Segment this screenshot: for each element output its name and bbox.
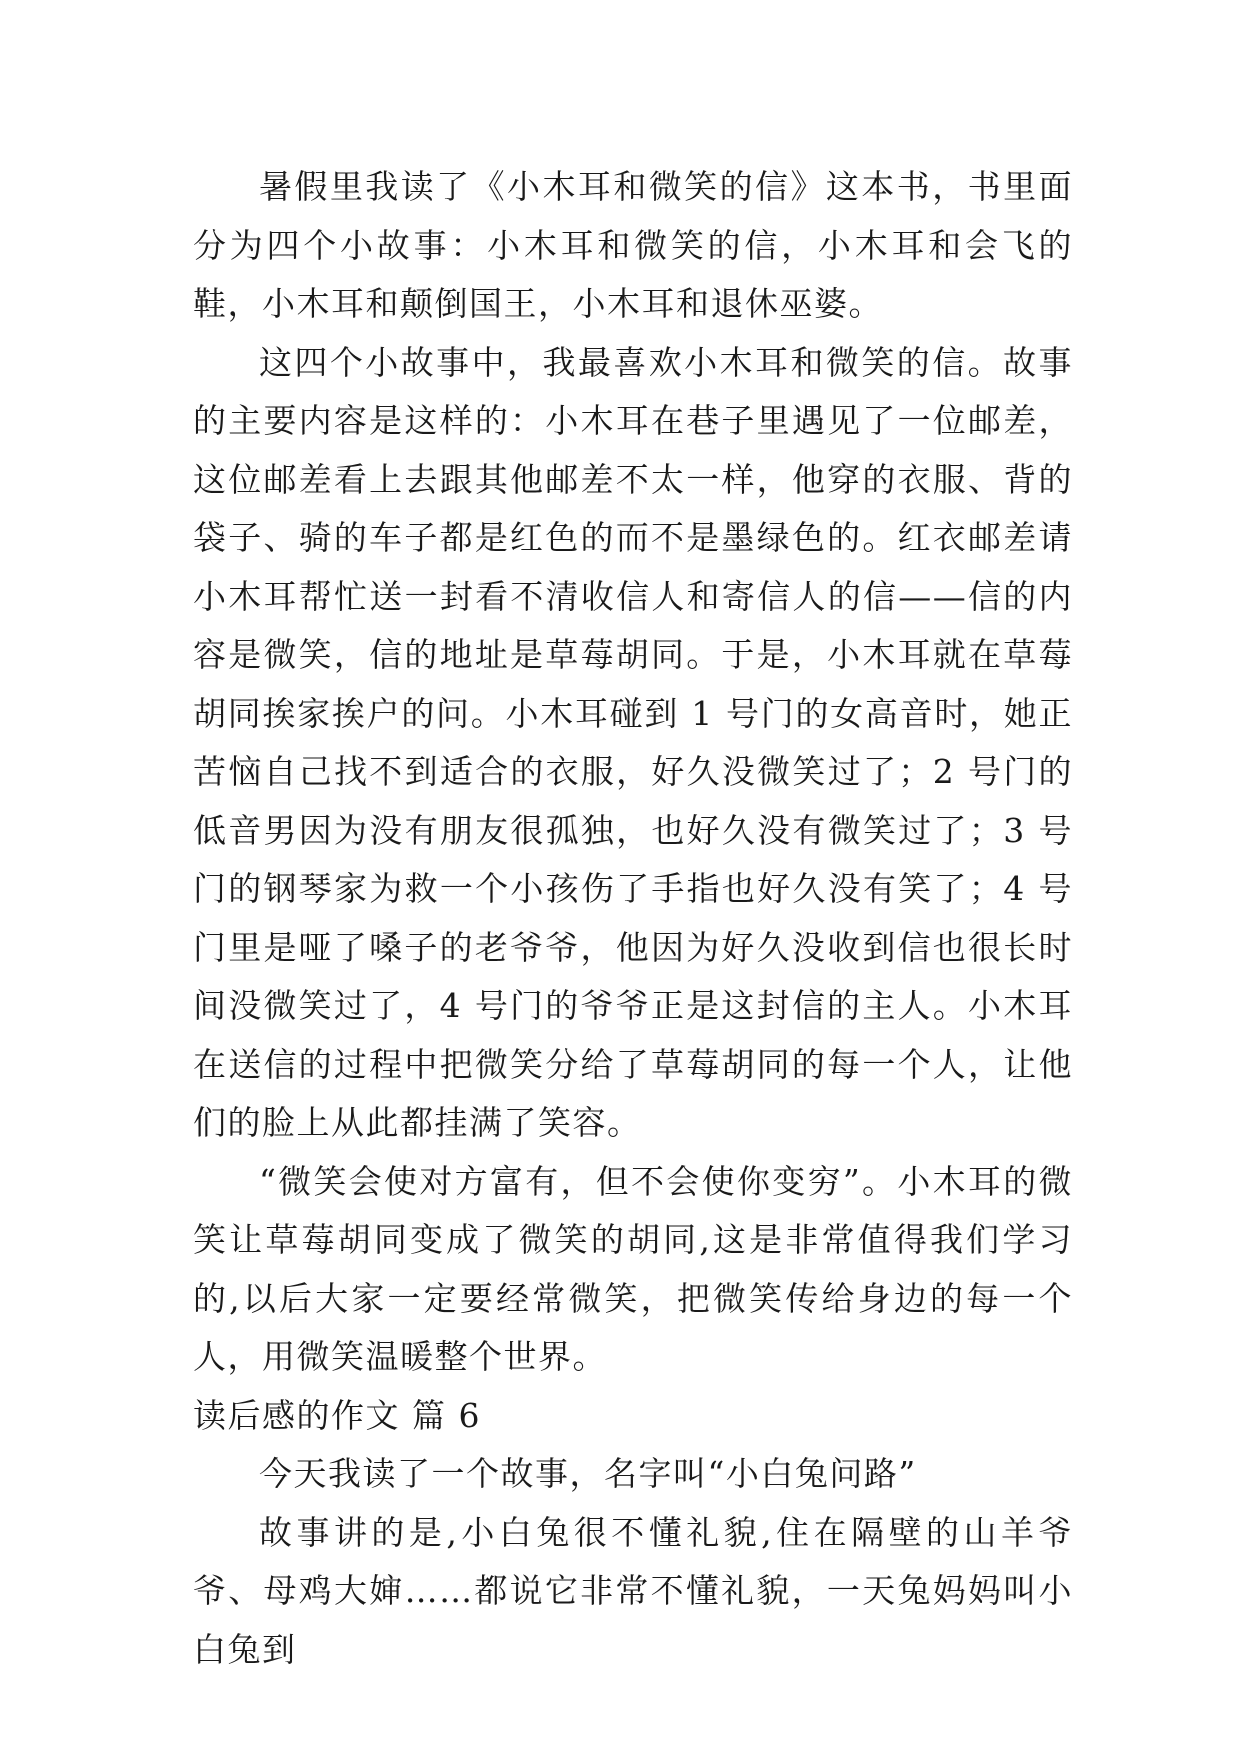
document-body	[193, 158, 1073, 1679]
paragraph: 故事讲的是,小白兔很不懂礼貌,住在隔壁的山羊爷爷、母鸡大婶……都说它非常不懂礼貌，一天兔妈妈叫小白兔到	[193, 1512, 1073, 1669]
section-heading: 读后感的作文 篇 6	[193, 1395, 481, 1435]
paragraph: “微笑会使对方富有，但不会使你变穷”。小木耳的微笑让草莓胡同变成了微笑的胡同,这是非常值得我们学习的,以后大家一定要经常微笑，把微笑传给身边的每一个人，用微笑温暖整个世界。	[193, 1161, 1073, 1376]
paragraph: 暑假里我读了《小木耳和微笑的信》这本书，书里面分为四个小故事：小木耳和微笑的信，小木耳和会飞的鞋，小木耳和颠倒国王，小木耳和退休巫婆。	[193, 167, 1073, 323]
paragraph: 这四个小故事中，我最喜欢小木耳和微笑的信。故事的主要内容是这样的：小木耳在巷子里遇见了一位邮差，这位邮差看上去跟其他邮差不太一样，他穿的衣服、背的袋子、骑的车子都是红色的而不是墨绿色的。红衣邮差请小木耳帮忙送一封看不清收信人和寄信人的信——信的内容是微笑，信的地址是草莓胡同。于是，小木耳就在草莓胡同挨家挨户的问。小木耳碰到 1 号门的女高音时，她正苦恼自己找不到适合的衣服，好久没微笑过了；2 号门的低音男因为没有朋友很孤独，也好久没有微笑过了；3 号门的钢琴家为救一个小孩伤了手指也好久没有笑了；4 号门里是哑了嗓子的老爷爷，他因为好久没收到信也很长时间没微笑过了，4 号门的爷爷正是这封信的主人。小木耳在送信的过程中把微笑分给了草莓胡同的每一个人，让他们的脸上从此都挂满了笑容。	[193, 342, 1073, 1142]
paragraph: 今天我读了一个故事，名字叫“小白兔问路”	[259, 1454, 917, 1493]
